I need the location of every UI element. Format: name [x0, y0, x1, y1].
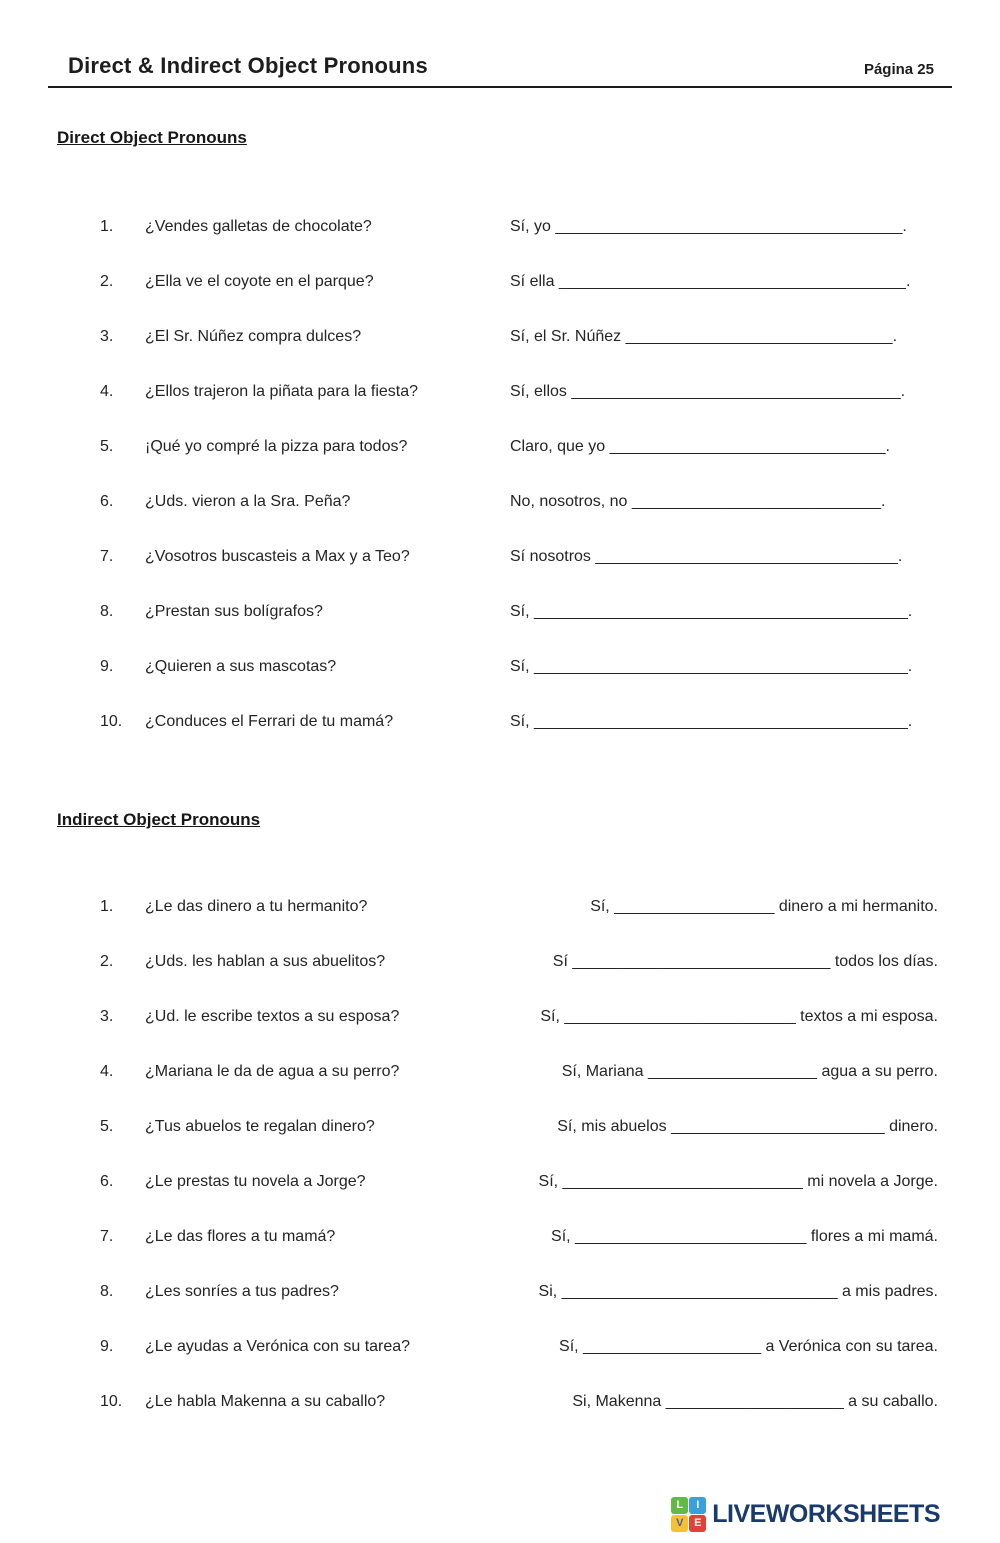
item-number: 2.	[100, 953, 114, 970]
item-number: 3.	[100, 1008, 114, 1025]
answer-blank[interactable]: No, nosotros, no ____________________________.	[510, 493, 886, 510]
item-number: 9.	[100, 1338, 114, 1355]
exercise-row	[100, 656, 952, 711]
page-number: Página 25	[863, 61, 934, 78]
question-text: ¿Le das dinero a tu hermanito?	[145, 898, 368, 915]
question-text: ¿Les sonríes a tus padres?	[145, 1283, 339, 1300]
indirect-section-rows	[100, 896, 952, 1446]
question-text: ¿Le das flores a tu mamá?	[145, 1228, 336, 1245]
question-text: ¿Ellos trajeron la piñata para la fiesta?	[145, 383, 419, 400]
answer-blank[interactable]: Sí ella _______________________________________.	[510, 273, 911, 290]
exercise-row	[100, 1171, 952, 1226]
exercise-row	[100, 326, 952, 381]
exercise-row	[100, 436, 952, 491]
logo-tile-v: V	[671, 1515, 688, 1532]
item-number: 7.	[100, 1228, 114, 1245]
exercise-row	[100, 1281, 952, 1336]
exercise-row	[100, 1336, 952, 1391]
exercise-row	[100, 1391, 952, 1446]
question-text: ¡Qué yo compré la pizza para todos?	[145, 438, 408, 455]
logo-tile-e: E	[689, 1515, 706, 1532]
liveworksheets-tiles-icon	[671, 1497, 706, 1532]
answer-blank[interactable]: Sí, ellos _____________________________________.	[510, 383, 906, 400]
answer-blank[interactable]: Sí, ___________________________ mi novela a Jorge.	[538, 1173, 938, 1190]
question-text: ¿Vosotros buscasteis a Max y a Teo?	[145, 548, 410, 565]
answer-blank[interactable]: Sí, yo _______________________________________.	[510, 218, 907, 235]
item-number: 2.	[100, 273, 114, 290]
exercise-row	[100, 216, 952, 271]
exercise-row	[100, 546, 952, 601]
item-number: 10.	[100, 1393, 123, 1410]
direct-section-rows	[100, 216, 952, 766]
question-text: ¿Quieren a sus mascotas?	[145, 658, 337, 675]
answer-blank[interactable]: Sí, Mariana ___________________ agua a su perro.	[561, 1063, 938, 1080]
exercise-row	[100, 1116, 952, 1171]
exercise-row	[100, 1061, 952, 1116]
answer-blank[interactable]: Sí _____________________________ todos los días.	[552, 953, 938, 970]
exercise-row	[100, 601, 952, 656]
page-header	[48, 0, 952, 88]
exercise-row	[100, 896, 952, 951]
section-heading-direct: Direct Object Pronouns	[57, 128, 247, 147]
answer-blank[interactable]: Sí, __________________________________________.	[510, 713, 913, 730]
question-text: ¿El Sr. Núñez compra dulces?	[145, 328, 362, 345]
item-number: 3.	[100, 328, 114, 345]
item-number: 1.	[100, 898, 114, 915]
answer-blank[interactable]: Sí, __________________ dinero a mi hermanito.	[590, 898, 938, 915]
logo-tile-i: I	[689, 1497, 706, 1514]
answer-blank[interactable]: Sí, ____________________ a Verónica con su tarea.	[559, 1338, 938, 1355]
question-text: ¿Mariana le da de agua a su perro?	[145, 1063, 400, 1080]
question-text: ¿Ud. le escribe textos a su esposa?	[145, 1008, 400, 1025]
question-text: ¿Uds. les hablan a sus abuelitos?	[145, 953, 386, 970]
answer-blank[interactable]: Claro, que yo _______________________________.	[510, 438, 890, 455]
answer-blank[interactable]: Si, _______________________________ a mis padres.	[538, 1283, 938, 1300]
answer-blank[interactable]: Sí, __________________________ flores a mi mamá.	[551, 1228, 938, 1245]
answer-blank[interactable]: Sí nosotros __________________________________.	[510, 548, 903, 565]
question-text: ¿Le ayudas a Verónica con su tarea?	[145, 1338, 411, 1355]
exercise-row	[100, 1226, 952, 1281]
item-number: 5.	[100, 1118, 114, 1135]
item-number: 8.	[100, 603, 114, 620]
exercise-row	[100, 711, 952, 766]
exercise-row	[100, 1006, 952, 1061]
question-text: ¿Le prestas tu novela a Jorge?	[145, 1173, 366, 1190]
item-number: 8.	[100, 1283, 114, 1300]
item-number: 10.	[100, 713, 123, 730]
answer-blank[interactable]: Sí, __________________________________________.	[510, 603, 913, 620]
question-text: ¿Le habla Makenna a su caballo?	[145, 1393, 386, 1410]
item-number: 4.	[100, 1063, 114, 1080]
item-number: 4.	[100, 383, 114, 400]
exercise-row	[100, 951, 952, 1006]
question-text: ¿Uds. vieron a la Sra. Peña?	[145, 493, 351, 510]
item-number: 1.	[100, 218, 114, 235]
item-number: 5.	[100, 438, 114, 455]
question-text: ¿Tus abuelos te regalan dinero?	[145, 1118, 375, 1135]
liveworksheets-wordmark: LIVEWORKSHEETS	[712, 1500, 940, 1528]
question-text: ¿Prestan sus bolígrafos?	[145, 603, 323, 620]
section-heading-indirect: Indirect Object Pronouns	[57, 810, 261, 829]
question-text: ¿Vendes galletas de chocolate?	[145, 218, 372, 235]
logo-tile-l: L	[671, 1497, 688, 1514]
liveworksheets-logo[interactable]	[671, 1496, 940, 1532]
item-number: 6.	[100, 1173, 114, 1190]
question-text: ¿Ella ve el coyote en el parque?	[145, 273, 374, 290]
answer-blank[interactable]: Sí, el Sr. Núñez ______________________________.	[510, 328, 898, 345]
exercise-row	[100, 381, 952, 436]
item-number: 6.	[100, 493, 114, 510]
answer-blank[interactable]: Sí, __________________________ textos a mi esposa.	[540, 1008, 938, 1025]
answer-blank[interactable]: Sí, mis abuelos ________________________ dinero.	[557, 1118, 938, 1135]
answer-blank[interactable]: Si, Makenna ____________________ a su caballo.	[572, 1393, 938, 1410]
exercise-row	[100, 491, 952, 546]
page-title: Direct & Indirect Object Pronouns	[68, 53, 428, 78]
answer-blank[interactable]: Sí, __________________________________________.	[510, 658, 913, 675]
item-number: 9.	[100, 658, 114, 675]
exercise-row	[100, 271, 952, 326]
item-number: 7.	[100, 548, 114, 565]
question-text: ¿Conduces el Ferrari de tu mamá?	[145, 713, 394, 730]
